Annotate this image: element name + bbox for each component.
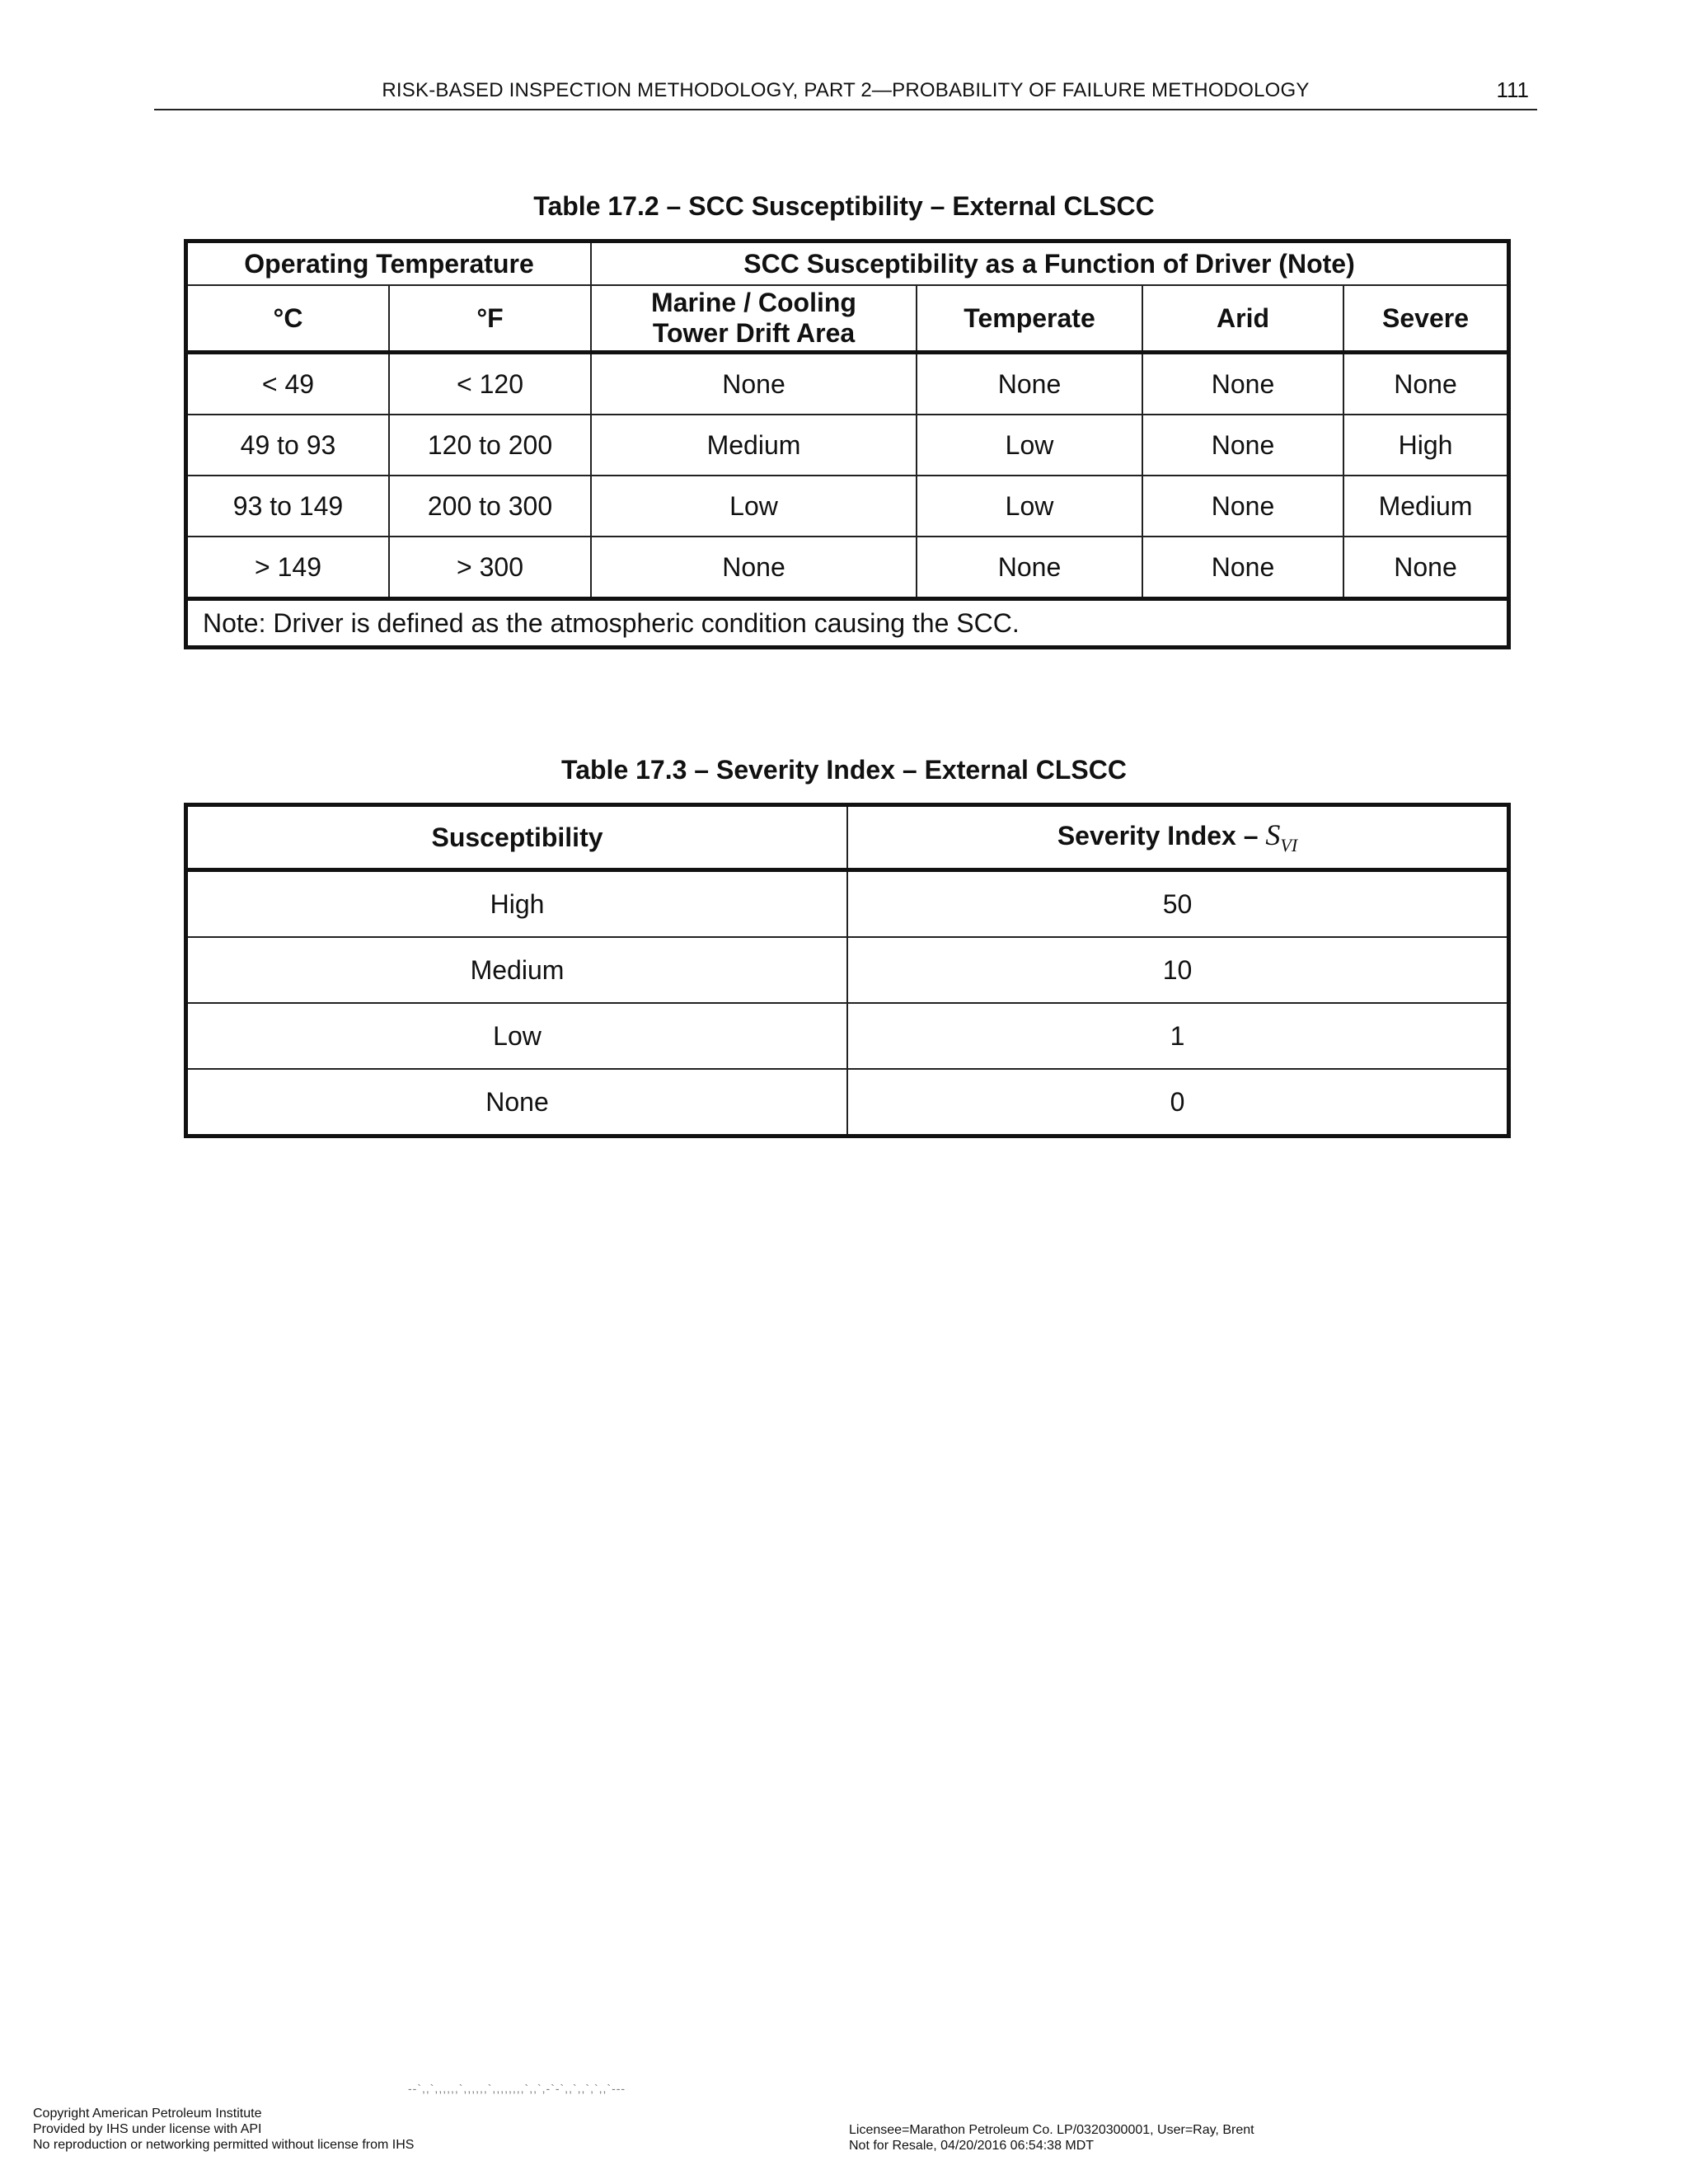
marine-cell: Medium [591, 415, 917, 476]
fahrenheit-cell: 120 to 200 [389, 415, 591, 476]
susceptibility-cell: Low [186, 1003, 848, 1069]
table-note-row [186, 599, 1509, 648]
table-row [186, 353, 1509, 415]
marine-header-line1: Marine / Cooling [651, 288, 856, 317]
temperate-header: Temperate [917, 285, 1142, 353]
footer-left [33, 2106, 414, 2153]
footer-line: Not for Resale, 04/20/2016 06:54:38 MDT [849, 2139, 1095, 2153]
celsius-cell: > 149 [186, 537, 390, 599]
marine-header [591, 285, 917, 353]
table-row [186, 476, 1509, 537]
celsius-cell: 93 to 149 [186, 476, 390, 537]
fahrenheit-cell: > 300 [389, 537, 591, 599]
table-row [186, 937, 1509, 1003]
running-title: RISK-BASED INSPECTION METHODOLOGY, PART 2—PROBABILITY OF FAILURE METHODOLOGY [382, 79, 1310, 101]
arid-cell: None [1142, 537, 1343, 599]
footer-line: No reproduction or networking permitted without license from IHS [33, 2138, 415, 2152]
page-number: 111 [1496, 77, 1529, 102]
celsius-header: °C [186, 285, 390, 353]
arid-header: Arid [1142, 285, 1343, 353]
severity-index-cell: 0 [847, 1069, 1509, 1137]
arid-cell: None [1142, 353, 1343, 415]
table-row [186, 537, 1509, 599]
svi-symbol [1265, 818, 1298, 856]
scan-noise: --`,,`,,,,,,`,,,,,,`,,,,,,,,`,,`,-`-`,,`,,`,`,,`--- [408, 2082, 626, 2095]
severe-cell: Medium [1343, 476, 1509, 537]
severity-index-cell: 10 [847, 937, 1509, 1003]
operating-temperature-header: Operating Temperature [186, 241, 592, 286]
marine-cell: None [591, 537, 917, 599]
temperate-cell: None [917, 537, 1142, 599]
table-row [186, 1003, 1509, 1069]
table-row [186, 415, 1509, 476]
susceptibility-header: Susceptibility [186, 805, 848, 870]
footer-line: Copyright American Petroleum Institute [33, 2107, 262, 2121]
celsius-cell: < 49 [186, 353, 390, 415]
severity-index-header [847, 805, 1509, 870]
arid-cell: None [1142, 415, 1343, 476]
severe-cell: None [1343, 353, 1509, 415]
table-17-3 [184, 803, 1511, 1138]
marine-cell: None [591, 353, 917, 415]
temperate-cell: Low [917, 476, 1142, 537]
svi-symbol-main: S [1265, 818, 1281, 852]
arid-cell: None [1142, 476, 1343, 537]
footer-line: Licensee=Marathon Petroleum Co. LP/0320300001, User=Ray, Brent [849, 2123, 1254, 2137]
scc-susceptibility-header: SCC Susceptibility as a Function of Driver (Note) [591, 241, 1509, 286]
severity-index-label: Severity Index – [1057, 821, 1259, 851]
severity-index-cell: 50 [847, 870, 1509, 938]
running-header [154, 74, 1537, 110]
temperate-cell: Low [917, 415, 1142, 476]
fahrenheit-cell: < 120 [389, 353, 591, 415]
table-row [186, 870, 1509, 938]
susceptibility-cell: None [186, 1069, 848, 1137]
marine-header-line2: Tower Drift Area [652, 318, 856, 348]
table-17-2-caption: Table 17.2 – SCC Susceptibility – External CLSCC [533, 191, 1155, 221]
table-row [186, 1069, 1509, 1137]
severe-cell: High [1343, 415, 1509, 476]
temperate-cell: None [917, 353, 1142, 415]
marine-cell: Low [591, 476, 917, 537]
severe-header: Severe [1343, 285, 1509, 353]
fahrenheit-cell: 200 to 300 [389, 476, 591, 537]
severity-index-cell: 1 [847, 1003, 1509, 1069]
celsius-cell: 49 to 93 [186, 415, 390, 476]
table-17-3-caption: Table 17.3 – Severity Index – External CLSCC [561, 755, 1127, 785]
susceptibility-cell: High [186, 870, 848, 938]
fahrenheit-header: °F [389, 285, 591, 353]
svi-symbol-sub: VI [1280, 835, 1298, 856]
footer-line: Provided by IHS under license with API [33, 2122, 262, 2136]
severe-cell: None [1343, 537, 1509, 599]
susceptibility-cell: Medium [186, 937, 848, 1003]
table-17-2 [184, 239, 1511, 649]
footer-right [849, 2122, 1254, 2154]
table-note: Note: Driver is defined as the atmospheric condition causing the SCC. [186, 599, 1509, 648]
